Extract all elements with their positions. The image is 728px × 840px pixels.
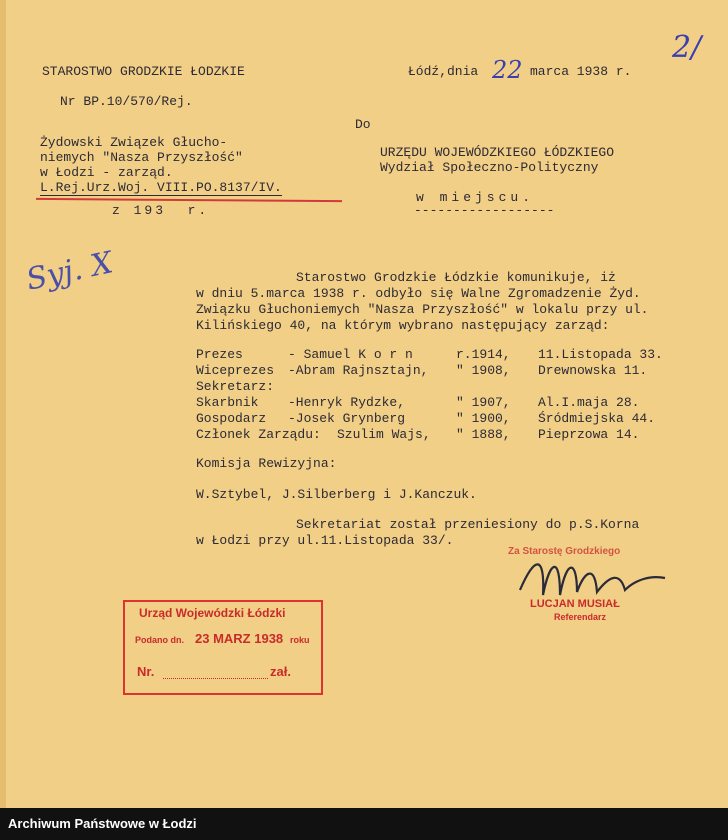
board-role: Gospodarz xyxy=(196,411,267,426)
subject-line-1: Żydowski Związek Głucho- xyxy=(40,135,228,150)
receipt-stamp xyxy=(123,600,323,695)
recipient-line-2: Wydział Społeczno-Polityczny xyxy=(380,160,599,175)
board-year: r.1914, xyxy=(456,347,511,362)
signature-stamp-header: Za Starostę Grodzkiego xyxy=(508,546,621,557)
board-name: Szulim Wajs, xyxy=(337,427,431,442)
reference-number: Nr BP.10/570/Rej. xyxy=(60,94,193,109)
archive-name: Archiwum Państwowe w Łodzi xyxy=(8,816,197,831)
margin-handwritten-note: Syj. X xyxy=(23,245,116,298)
subject-line-2: niemych "Nasza Przyszłość" xyxy=(40,150,243,165)
board-address: Drewnowska 11. xyxy=(538,363,648,378)
board-role: Sekretarz: xyxy=(196,379,275,394)
board-name: - Samuel K o r n xyxy=(288,347,413,362)
board-address: Pieprzowa 14. xyxy=(538,427,640,442)
board-role: Prezes xyxy=(196,347,243,362)
board-role: Skarbnik xyxy=(196,395,259,410)
handwritten-signature xyxy=(515,550,675,605)
location-underline: ------------------ xyxy=(414,203,555,218)
addressee-label: Do xyxy=(355,117,371,132)
audit-committee-members: W.Sztybel, J.Silberberg i J.Kanczuk. xyxy=(196,487,477,502)
recipient-line-1: URZĘDU WOJEWÓDZKIEGO ŁÓDZKIEGO xyxy=(380,145,615,160)
board-year: " 1888, xyxy=(456,427,511,442)
board-name: -Henryk Rydzke, xyxy=(288,395,406,410)
receipt-stamp-date: 23 MARZ 1938 xyxy=(195,631,284,646)
date-prefix: Łódź,dnia xyxy=(408,64,479,79)
audit-committee-label: Komisja Rewizyjna: xyxy=(196,456,337,471)
date-suffix: marca 1938 r. xyxy=(530,64,632,79)
board-name: -Josek Grynberg xyxy=(288,411,406,426)
body-intro-line-1: Starostwo Grodzkie Łódzkie komunikuje, iż xyxy=(296,270,616,285)
receipt-stamp-received-label: Podano dn. xyxy=(135,635,184,645)
signer-name: LUCJAN MUSIAŁ xyxy=(530,598,620,610)
signer-title: Referendarz xyxy=(554,612,607,622)
year-reference: z 193 r. xyxy=(112,203,210,218)
board-name: -Abram Rajnsztajn, xyxy=(288,363,429,378)
body-intro-line-2: w dniu 5.marca 1938 r. odbyło się Walne Zgromadzenie Żyd. xyxy=(196,286,641,301)
board-year: " 1900, xyxy=(456,411,511,426)
closing-line-1: Sekretariat został przeniesiony do p.S.Korna xyxy=(296,517,640,532)
subject-line-3: w Łodzi - zarząd. xyxy=(40,165,173,180)
receipt-stamp-attachments-label: zał. xyxy=(270,664,291,679)
board-year: " 1908, xyxy=(456,363,511,378)
date-day-handwritten: 22 xyxy=(492,56,523,84)
board-role: Wiceprezes xyxy=(196,363,275,378)
registry-reference: L.Rej.Urz.Woj. VIII.PO.8137/IV. xyxy=(40,180,282,195)
receipt-stamp-number-line xyxy=(163,678,268,679)
location-line: w miejscu. xyxy=(416,190,535,205)
office-name: STAROSTWO GRODZKIE ŁODZKIE xyxy=(42,64,245,79)
closing-line-2: w Łodzi przy ul.11.Listopada 33/. xyxy=(196,533,454,548)
red-underline-mark xyxy=(36,198,342,202)
receipt-stamp-number-label: Nr. xyxy=(137,664,155,679)
body-intro-line-4: Kilińskiego 40, na którym wybrano następujący zarząd: xyxy=(196,318,610,333)
corner-handwritten-mark: 2/ xyxy=(672,30,702,65)
board-address: Al.I.maja 28. xyxy=(538,395,640,410)
archive-footer xyxy=(0,808,728,840)
board-role: Członek Zarządu: xyxy=(196,427,321,442)
body-intro-line-3: Związku Głuchoniemych "Nasza Przyszłość" w lokalu przy ul. xyxy=(196,302,649,317)
board-address: 11.Listopada 33. xyxy=(538,347,663,362)
receipt-stamp-office: Urząd Wojewódzki Łódzki xyxy=(139,606,286,620)
board-year: " 1907, xyxy=(456,395,511,410)
board-address: Śródmiejska 44. xyxy=(538,411,656,426)
receipt-stamp-received-suffix: roku xyxy=(290,635,310,645)
